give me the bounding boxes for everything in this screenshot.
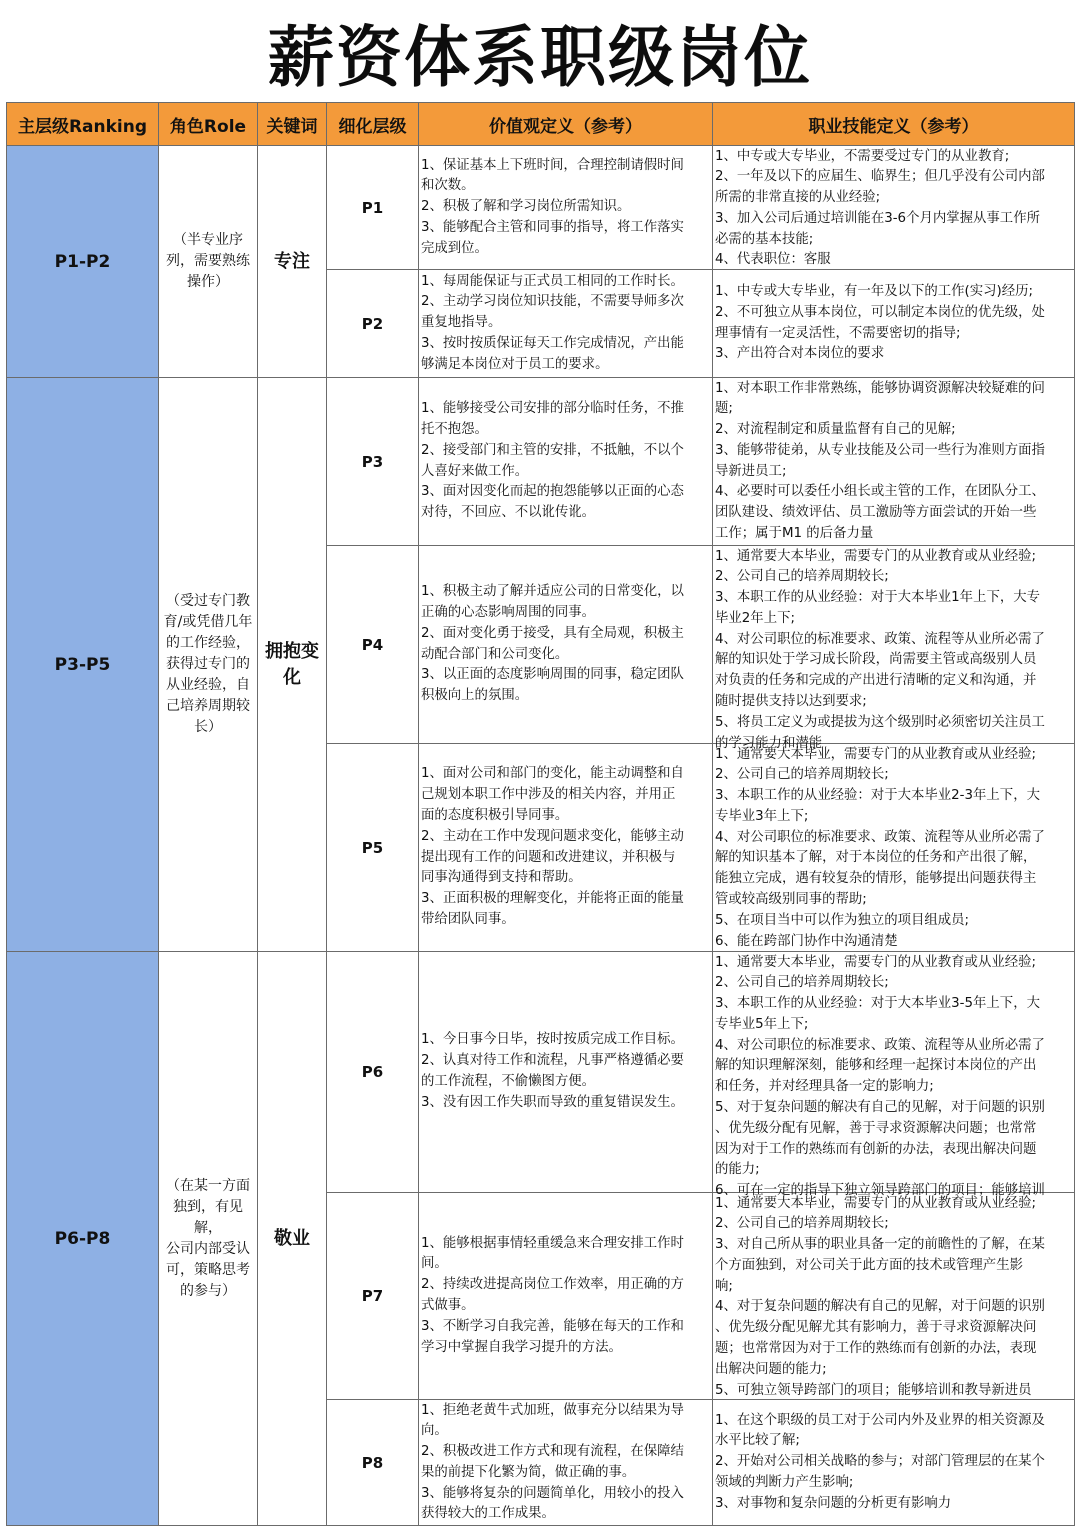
ranking-cell: P3-P5	[7, 378, 159, 952]
values-line: 1、每周能保证与正式员工相同的工作时长。	[421, 273, 684, 289]
skills-line: 4、对于复杂问题的解决有自己的见解，对于问题的识别	[715, 1299, 1045, 1315]
skills-line: 3、本职工作的从业经验：对于大本毕业2-3年上下，大	[715, 788, 1040, 804]
skills-line: 3、加入公司后通过培训能在3-6个月内掌握从事工作所	[715, 210, 1040, 226]
keyword-line: 拥抱变	[265, 640, 319, 662]
values-line: 对待，不回应、不以讹传讹。	[421, 505, 596, 521]
skills-line: 题;	[715, 401, 733, 417]
values-line: 托不抱怨。	[421, 421, 488, 437]
role-line: 的工作经验，	[166, 635, 250, 651]
ranking-cell: P6-P8	[7, 952, 159, 1526]
skills-line: 团队建设、绩效评估、员工激励等方面尝试的开始一些	[715, 505, 1037, 521]
values-line: 1、能够接受公司安排的部分临时任务，不推	[421, 401, 684, 417]
skills-line: 4、对公司职位的标准要求、政策、流程等从业所必需了	[715, 1037, 1045, 1053]
values-line: 正确的心态影响周围的同事。	[421, 604, 596, 620]
skills-line: 2、公司自己的培养周期较长;	[715, 1216, 889, 1232]
values-line: 提出现有工作的问题和改进建议，并积极与	[421, 849, 676, 865]
values-text	[421, 399, 710, 524]
skills-line: 3、本职工作的从业经验：对于大本毕业1年上下，大专	[715, 590, 1041, 606]
values-cell	[419, 546, 713, 744]
sublevel-cell: P3	[327, 378, 419, 546]
values-cell	[419, 378, 713, 546]
values-line: 人喜好来做工作。	[421, 463, 529, 479]
values-line: 1、面对公司和部门的变化，能主动调整和自	[421, 766, 684, 782]
values-line: 的工作流程，不偷懒图方便。	[421, 1074, 596, 1089]
skills-line: 5、对于复杂问题的解决有自己的见解，对于问题的识别	[715, 1100, 1045, 1116]
values-line: 带给团队同事。	[421, 911, 515, 927]
values-line: 3、没有因工作失职而导致的重复错误发生。	[421, 1094, 684, 1110]
role-line: 公司内部受认	[166, 1240, 250, 1257]
values-line: 3、正面积极的理解变化，并能将正面的能量	[421, 891, 684, 907]
sublevel-cell: P2	[327, 270, 419, 378]
values-line: 2、接受部门和主管的安排，不抵触，不以个	[421, 442, 684, 458]
values-line: 学习中掌握自我学习提升的方法。	[421, 1339, 622, 1355]
skills-line: 1、通常要大本毕业，需要专门的从业教育或从业经验;	[715, 954, 1037, 970]
values-line: 动配合部门和公司变化。	[421, 646, 569, 662]
header-ranking: 主层级Ranking	[7, 103, 159, 146]
keyword-line: 化	[283, 666, 301, 688]
skills-text	[715, 379, 1072, 545]
skills-text	[715, 1411, 1072, 1515]
values-line: 3、能够将复杂的问题简单化，用较小的投入	[421, 1485, 684, 1501]
page-title: 薪资体系职级岗位	[268, 18, 812, 96]
skills-line: 3、对事物和复杂问题的分析更有影响力	[715, 1495, 952, 1511]
role-line: 获得过专门的	[166, 656, 250, 672]
skills-line: 4、对公司职位的标准要求、政策、流程等从业所必需了	[715, 829, 1045, 845]
values-line: 式做事。	[421, 1298, 475, 1313]
skills-line: 5、可独立领导跨部门的项目；能够培训和教导新进员	[715, 1382, 1032, 1398]
skills-line: 响;	[715, 1278, 733, 1294]
values-line: 1、积极主动了解并适应公司的日常变化，以	[421, 584, 684, 600]
skills-text	[715, 282, 1072, 365]
skills-line: 专毕业3年上下;	[715, 808, 809, 824]
values-line: 3、按时按质保证每天工作完成情况，产出能	[421, 335, 684, 351]
skills-cell	[713, 744, 1075, 952]
skills-line: 6、能在跨部门协作中沟通清楚	[715, 933, 898, 949]
skills-line: 5、将员工定义为或提拔为这个级别时必须密切关注员工	[715, 714, 1045, 730]
values-line: 向。	[421, 1423, 448, 1439]
skills-cell	[713, 1400, 1075, 1526]
role-line: 的参与）	[180, 1282, 236, 1299]
sublevel-cell: P4	[327, 546, 419, 744]
values-text	[421, 156, 710, 260]
values-line: 3、以正面的态度影响周围的同事，稳定团队	[421, 667, 684, 683]
header-role: 角色Role	[159, 103, 258, 146]
skills-cell	[713, 146, 1075, 270]
role-line: （半专业序	[173, 232, 243, 248]
skills-cell	[713, 378, 1075, 546]
skills-line: 专毕业5年上下;	[715, 1016, 809, 1032]
sublevel-cell: P5	[327, 744, 419, 952]
header-values: 价值观定义（参考）	[419, 103, 713, 146]
values-line: 2、主动学习岗位知识技能，不需要导师多次	[421, 294, 684, 310]
skills-line: 1、在这个职级的员工对于公司内外及业界的相关资源及	[715, 1412, 1045, 1428]
skills-line: 4、必要时可以委任小组长或主管的工作，在团队分工、	[715, 484, 1045, 500]
skills-line: 4、对公司职位的标准要求、政策、流程等从业所必需了	[715, 631, 1045, 647]
skills-line: 4、代表职位：客服	[715, 252, 831, 268]
skills-line: 领域的判断力产生影响;	[715, 1474, 854, 1490]
values-line: 果的前提下化繁为简，做正确的事。	[421, 1464, 636, 1480]
skills-line: 1、对本职工作非常熟练，能够协调资源解决较疑难的问	[715, 380, 1045, 396]
values-text	[421, 1234, 710, 1359]
values-line: 完成到位。	[421, 240, 488, 256]
role-line: 长）	[194, 719, 222, 735]
skills-line: 所需的非常直接的从业经验;	[715, 190, 881, 206]
keyword-cell	[258, 378, 327, 952]
keyword-line: 专注	[274, 250, 310, 272]
values-line: 1、拒绝老黄牛式加班，做事充分以结果为导	[421, 1402, 684, 1418]
skills-line: 的能力;	[715, 1162, 760, 1178]
skills-line: 导新进员工;	[715, 463, 787, 479]
skills-line: 6、可在一定的指导下独立领导跨部门的项目；能够培训	[715, 1183, 1045, 1199]
role-line: 操作）	[187, 274, 229, 290]
values-text	[421, 582, 710, 707]
sublevel-cell: P6	[327, 952, 419, 1193]
skills-line: 2、一年及以下的应届生、临界生；但几乎没有公司内部	[715, 169, 1045, 185]
skills-line: 2、公司自己的培养周期较长;	[715, 975, 889, 991]
role-line: （受过专门教	[166, 593, 250, 609]
header-skills: 职业技能定义（参考）	[713, 103, 1075, 146]
header-sublevel: 细化层级	[327, 103, 419, 146]
skills-line: 必需的基本技能;	[715, 231, 814, 247]
skills-line: 1、通常要大本毕业，需要专门的从业教育或从业经验;	[715, 1195, 1037, 1211]
skills-line: 、优先级分配见解尤其有影响力，善于寻求资源解决问	[715, 1320, 1037, 1336]
values-line: 1、保证基本上下班时间，合理控制请假时间	[421, 157, 684, 173]
skills-line: 1、通常要大本毕业，需要专门的从业教育或从业经验;	[715, 746, 1037, 762]
header-keyword: 关键词	[258, 103, 327, 146]
values-line: 间。	[421, 1256, 448, 1272]
rank-table	[6, 102, 1075, 1526]
role-cell	[159, 378, 258, 952]
keyword-cell	[258, 952, 327, 1526]
skills-line: 3、对自己所从事的职业具备一定的前瞻性的了解，在某	[715, 1237, 1045, 1253]
values-line: 2、面对变化勇于接受，具有全局观，积极主	[421, 625, 684, 641]
skills-line: 2、不可独立从事本岗位，可以制定本岗位的优先级，处	[715, 304, 1045, 320]
sublevel-cell: P7	[327, 1193, 419, 1400]
skills-text	[715, 547, 1072, 751]
role-line: （在某一方面	[166, 1177, 250, 1194]
keyword-cell	[258, 146, 327, 378]
skills-line: 1、中专或大专毕业，不需要受过专门的从业教育;	[715, 148, 1010, 164]
skills-line: 解的知识基本了解，对于本岗位的任务和产出很了解，	[715, 850, 1037, 866]
values-cell	[419, 952, 713, 1193]
skills-line: 毕业2年上下;	[715, 610, 795, 626]
skills-line: 水平比较了解;	[715, 1433, 800, 1449]
values-line: 3、能够配合主管和同事的指导，将工作落实	[421, 219, 684, 235]
role-line: 列，需要熟练	[166, 253, 250, 269]
values-cell	[419, 146, 713, 270]
values-line: 获得较大的工作成果。	[421, 1506, 555, 1522]
skills-line: 随时提供支持以达到要求;	[715, 694, 867, 710]
values-text	[421, 764, 710, 930]
sublevel-cell: P1	[327, 146, 419, 270]
skills-line: 解的知识处于学习成长阶段，尚需要主管或高级别人员	[715, 652, 1037, 668]
skills-line: 2、开始对公司相关战略的参与；对部门管理层的在某个	[715, 1454, 1045, 1470]
sublevel-cell: P8	[327, 1400, 419, 1526]
skills-cell	[713, 952, 1075, 1199]
header-row	[7, 103, 1075, 146]
skills-line: 出解决问题的能力;	[715, 1361, 827, 1377]
skills-line: 的学习能力和潜能	[715, 735, 823, 751]
skills-line: 1、通常要大本毕业，需要专门的从业教育或从业经验;	[715, 548, 1037, 564]
skills-line: 2、公司自己的培养周期较长;	[715, 569, 889, 585]
skills-line: 2、对流程制定和质量监督有自己的见解;	[715, 422, 956, 438]
table-row	[7, 952, 1075, 1193]
skills-line: 和任务，并对经理具备一定的影响力;	[715, 1079, 934, 1095]
table-row	[7, 146, 1075, 270]
skills-text	[715, 953, 1072, 1199]
values-line: 积极向上的氛围。	[421, 688, 529, 704]
skills-line: 2、公司自己的培养周期较长;	[715, 767, 889, 783]
skills-line: 5、在项目当中可以作为独立的项目组成员;	[715, 912, 970, 928]
role-line: 从业经验，自	[166, 677, 250, 693]
skills-line: 解的知识理解深刻，能够和经理一起探讨本岗位的产出	[715, 1058, 1037, 1074]
skills-line: 题；也常常因为对于工作的熟练而有创新的办法，表现	[715, 1341, 1037, 1357]
values-cell	[419, 1400, 713, 1526]
values-line: 重复地指导。	[421, 315, 502, 331]
values-line: 1、今日事今日毕，按时按质完成工作目标。	[421, 1032, 684, 1048]
values-text	[421, 1030, 710, 1113]
values-line: 2、积极改进工作方式和现有流程，在保障结	[421, 1444, 684, 1460]
skills-line: 3、能够带徒弟，从专业技能及公司一些行为准则方面指	[715, 442, 1045, 458]
skills-text	[715, 1194, 1072, 1399]
role-cell	[159, 146, 258, 378]
values-cell	[419, 744, 713, 952]
role-line: 己培养周期较	[166, 698, 250, 714]
values-text	[421, 272, 710, 376]
values-line: 够满足本岗位对于员工的要求。	[421, 356, 609, 372]
values-line: 己规划本职工作中涉及的相关内容，并用正	[421, 787, 676, 803]
values-line: 3、不断学习自我完善，能够在每天的工作和	[421, 1318, 684, 1334]
values-cell	[419, 1193, 713, 1400]
keyword-line: 敬业	[274, 1227, 310, 1249]
values-line: 2、主动在工作中发现问题求变化，能够主动	[421, 828, 684, 844]
skills-line: 1、中专或大专毕业，有一年及以下的工作(实习)经历;	[715, 283, 1034, 299]
values-line: 3、面对因变化而起的抱怨能够以正面的心态	[421, 484, 684, 500]
skills-line: 管或较高级别同事的帮助;	[715, 892, 867, 908]
values-cell	[419, 270, 713, 378]
values-line: 2、持续改进提高岗位工作效率，用正确的方	[421, 1277, 684, 1293]
skills-line: 、优先级分配有见解，善于寻求资源解决问题；也常常	[715, 1120, 1037, 1136]
values-line: 和次数。	[421, 178, 475, 194]
values-text	[421, 1401, 710, 1525]
skills-text	[715, 147, 1072, 269]
role-line: 育/或凭借几年	[163, 614, 253, 630]
skills-line: 工作；属于M1 的后备力量	[715, 526, 874, 542]
values-line: 1、能够根据事情轻重缓急来合理安排工作时	[421, 1235, 684, 1251]
ranking-cell: P1-P2	[7, 146, 159, 378]
skills-cell	[713, 1193, 1075, 1400]
skills-text	[715, 745, 1072, 951]
values-line: 同事沟通得到支持和帮助。	[421, 870, 582, 886]
skills-line: 理事情有一定灵活性，不需要密切的指导;	[715, 325, 961, 341]
skills-line: 能独立完成，遇有较复杂的情形，能够提出问题获得主	[715, 871, 1037, 887]
skills-cell	[713, 546, 1075, 751]
values-line: 2、认真对待工作和流程，凡事严格遵循必要	[421, 1053, 684, 1069]
skills-line: 对负责的任务和完成的产出进行清晰的定义和沟通，并	[715, 673, 1037, 689]
values-line: 面的态度积极引导同事。	[421, 807, 569, 823]
skills-line: 个方面独到，对公司关于此方面的技术或管理产生影	[715, 1257, 1023, 1273]
skills-line: 因为对于工作的熟练而有创新的办法，表现出解决问题	[715, 1141, 1037, 1157]
role-line: 解，	[194, 1219, 222, 1236]
values-line: 2、积极了解和学习岗位所需知识。	[421, 199, 631, 215]
role-line: 可，策略思考	[166, 1261, 250, 1278]
skills-cell	[713, 270, 1075, 378]
table-row	[7, 378, 1075, 546]
skills-line: 3、本职工作的从业经验：对于大本毕业3-5年上下，大	[715, 996, 1040, 1012]
role-cell	[159, 952, 258, 1526]
role-line: 独到，有见	[173, 1198, 243, 1215]
skills-line: 3、产出符合对本岗位的要求	[715, 346, 885, 362]
